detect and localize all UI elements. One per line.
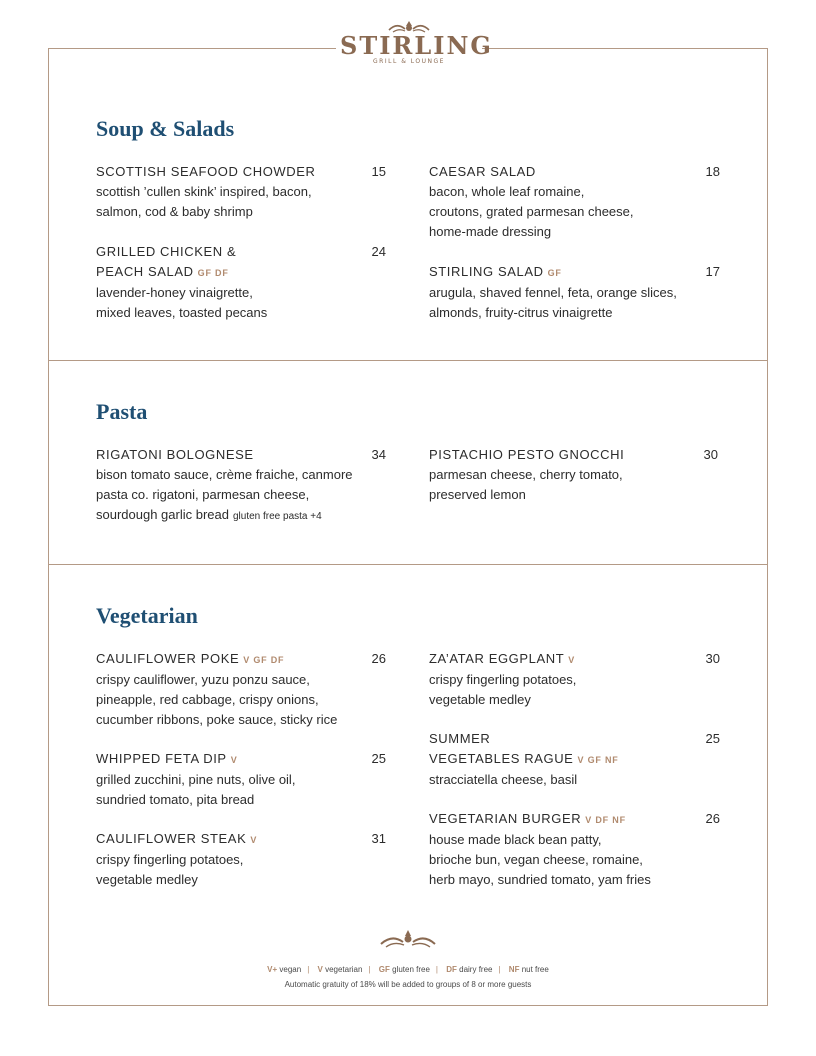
item-name: CAULIFLOWER STEAK [96, 831, 247, 846]
item-name: VEGETABLES RAGUE [429, 751, 574, 766]
menu-item [96, 829, 366, 890]
menu-item [96, 162, 356, 222]
item-price: 31 [371, 831, 386, 846]
dietary-tags: GF [547, 268, 562, 278]
item-name: VEGETARIAN BURGER [429, 811, 582, 826]
item-description: house made black bean patty, [429, 832, 602, 847]
section-title-soup-salads: Soup & Salads [96, 116, 235, 141]
item-description: sundried tomato, pita bread [96, 792, 255, 807]
item-description: home-made dressing [429, 224, 552, 239]
item-description: preserved lemon [429, 487, 526, 502]
brand-name: STIRLING [340, 31, 493, 60]
dietary-tags: GF DF [197, 268, 229, 278]
item-price: 18 [705, 164, 720, 179]
dietary-tags: V [568, 655, 576, 665]
legend-label: vegan [279, 965, 302, 974]
item-description: bacon, whole leaf romaine, [429, 184, 585, 199]
legend-code: DF [446, 965, 457, 974]
item-description: crispy cauliflower, yuzu ponzu sauce, [96, 672, 310, 687]
item-description: salmon, cod & baby shrimp [96, 204, 253, 219]
dietary-tags: V [230, 755, 238, 765]
item-description: parmesan cheese, cherry tomato, [429, 467, 623, 482]
legend-code: NF [508, 965, 520, 974]
dietary-tags: V GF NF [577, 755, 619, 765]
legend-label: nut free [521, 965, 549, 974]
dietary-tags: V GF DF [243, 655, 285, 665]
item-description: croutons, grated parmesan cheese, [429, 204, 634, 219]
legend-label: gluten free [392, 965, 430, 974]
menu-item [96, 649, 366, 730]
item-description: bison tomato sauce, crème fraiche, canmore [96, 467, 353, 482]
item-name: GRILLED CHICKEN & [96, 244, 237, 259]
item-description: arugula, shaved fennel, feta, orange slices, [429, 285, 677, 300]
item-name: SUMMER [429, 731, 491, 746]
section-divider [48, 360, 768, 361]
section-title-vegetarian: Vegetarian [96, 603, 198, 628]
item-name: STIRLING SALAD [429, 264, 544, 279]
item-description: almonds, fruity-citrus vinaigrette [429, 305, 613, 320]
item-name: ZA’ATAR EGGPLANT [429, 651, 565, 666]
item-description: crispy fingerling potatoes, [96, 852, 244, 867]
item-name: RIGATONI BOLOGNESE [96, 447, 254, 462]
menu-item [429, 162, 699, 242]
menu-item [429, 809, 699, 890]
brand-subtitle: GRILL & LOUNGE [373, 58, 445, 65]
legend-code: V [317, 965, 323, 974]
item-description: sourdough garlic bread [96, 507, 229, 522]
item-name: CAESAR SALAD [429, 164, 536, 179]
item-description: scottish ’cullen skink’ inspired, bacon, [96, 184, 312, 199]
item-price: 15 [371, 164, 386, 179]
item-description: stracciatella cheese, basil [429, 772, 578, 787]
item-description: vegetable medley [429, 692, 531, 707]
legend-label: vegetarian [325, 965, 363, 974]
thistle-ornament-icon [378, 928, 438, 950]
menu-item [96, 445, 376, 527]
item-price: 24 [371, 244, 386, 259]
item-description: lavender-honey vinaigrette, [96, 285, 253, 300]
item-price: 26 [705, 811, 720, 826]
menu-item [96, 242, 356, 323]
legend-label: dairy free [459, 965, 493, 974]
item-price: 34 [371, 447, 386, 462]
item-description: cucumber ribbons, poke sauce, sticky rice [96, 712, 338, 727]
dietary-tags: V DF NF [585, 815, 626, 825]
item-name: PISTACHIO PESTO GNOCCHI [429, 447, 625, 462]
menu-item [96, 749, 366, 810]
dietary-tags: V [250, 835, 258, 845]
menu-item [429, 445, 699, 505]
item-description: herb mayo, sundried tomato, yam fries [429, 872, 651, 887]
item-name: SCOTTISH SEAFOOD CHOWDER [96, 164, 316, 179]
item-name: WHIPPED FETA DIP [96, 751, 227, 766]
gratuity-note: Automatic gratuity of 18% will be added to groups of 8 or more guests [284, 980, 532, 989]
item-description: grilled zucchini, pine nuts, olive oil, [96, 772, 296, 787]
item-description: pineapple, red cabbage, crispy onions, [96, 692, 319, 707]
section-title-pasta: Pasta [96, 399, 148, 424]
menu-item [429, 649, 699, 710]
item-description: mixed leaves, toasted pecans [96, 305, 268, 320]
item-price: 25 [705, 731, 720, 746]
brand-logo [340, 18, 493, 66]
dietary-legend: V+ vegan | V vegetarian | GF gluten free | DF dairy free | NF nut free [267, 965, 549, 974]
menu-item [429, 729, 699, 790]
item-price: 17 [705, 264, 720, 279]
item-note: gluten free pasta +4 [232, 511, 322, 522]
item-description: vegetable medley [96, 872, 198, 887]
item-description: crispy fingerling potatoes, [429, 672, 577, 687]
menu-item [429, 262, 699, 323]
item-price: 25 [371, 751, 386, 766]
item-name: PEACH SALAD [96, 264, 194, 279]
item-name: CAULIFLOWER POKE [96, 651, 240, 666]
legend-code: GF [378, 965, 390, 974]
section-divider [48, 564, 768, 565]
item-description: brioche bun, vegan cheese, romaine, [429, 852, 643, 867]
item-price: 26 [371, 651, 386, 666]
item-description: pasta co. rigatoni, parmesan cheese, [96, 487, 310, 502]
item-price: 30 [703, 447, 718, 462]
legend-code: V+ [267, 965, 278, 974]
item-price: 30 [705, 651, 720, 666]
